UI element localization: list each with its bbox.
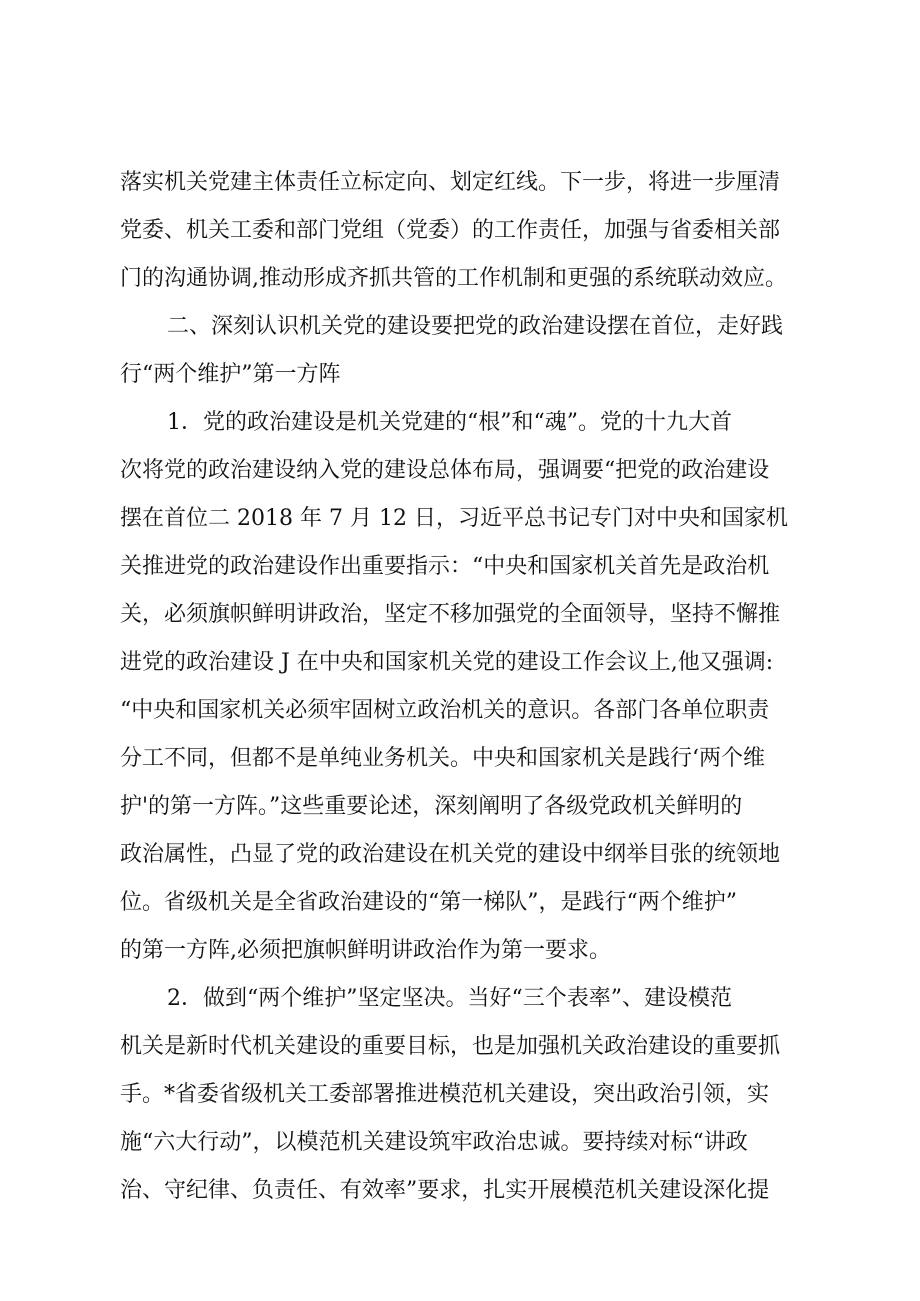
text-line: 摆在首位二 2018 年 7 月 12 日，习近平总书记专门对中央和国家机 [120,506,788,531]
text-line: 关推进党的政治建设作出重要指示：“中央和国家机关首先是政治机 [120,554,770,579]
section-heading-line: 行“两个维护”第一方阵 [120,362,341,387]
paragraph-start-line: 2．做到“两个维护”坚定坚决。当好“三个表率”、建设模范 [167,986,732,1011]
text-line: 政治属性，凸显了党的政治建设在机关党的建设中纲举目张的统领地 [120,842,781,867]
text-line: 落实机关党建主体责任立标定向、划定红线。下一步，将进一步厘清 [120,170,781,195]
section-heading-line: 二、深刻认识机关党的建设要把党的政治建设摆在首位，走好践 [167,314,784,339]
text-line: 门的沟通协调,推动形成齐抓共管的工作机制和更强的系统联动效应。 [120,266,787,291]
text-line: 护'的第一方阵。”这些重要论述，深刻阐明了各级党政机关鲜明的 [120,794,743,819]
paragraph-start-line: 1．党的政治建设是机关党建的“根”和“魂”。党的十九大首 [167,410,732,435]
text-line: 机关是新时代机关建设的重要目标，也是加强机关政治建设的重要抓 [120,1034,781,1059]
text-line: 的第一方阵,必须把旗帜鲜明讲政治作为第一要求。 [120,938,611,963]
text-line: 分工不同，但都不是单纯业务机关。中央和国家机关是践行‘两个维 [120,746,765,771]
text-line: “中央和国家机关必须牢固树立政治机关的意识。各部门各单位职责 [120,698,770,723]
text-line: 手。*省委省级机关工委部署推进模范机关建设，突出政治引领，实 [120,1082,770,1107]
text-line: 党委、机关工委和部门党组（党委）的工作责任，加强与省委相关部 [120,218,781,243]
text-line: 关，必须旗帜鲜明讲政治，坚定不移加强党的全面领导，坚持不懈推 [120,602,781,627]
text-line: 位。省级机关是全省政治建设的“第一梯队”，是践行“两个维护” [120,890,737,915]
text-line: 施“六大行动”，以模范机关建设筑牢政治忠诚。要持续对标“讲政 [120,1130,748,1155]
text-line: 治、守纪律、负责任、有效率”要求，扎实开展模范机关建设深化提 [120,1178,770,1203]
text-line: 进党的政治建设 J 在中央和国家机关党的建设工作会议上,他又强调: [120,650,774,675]
text-line: 次将党的政治建设纳入党的建设总体布局，强调要“把党的政治建设 [120,458,770,483]
